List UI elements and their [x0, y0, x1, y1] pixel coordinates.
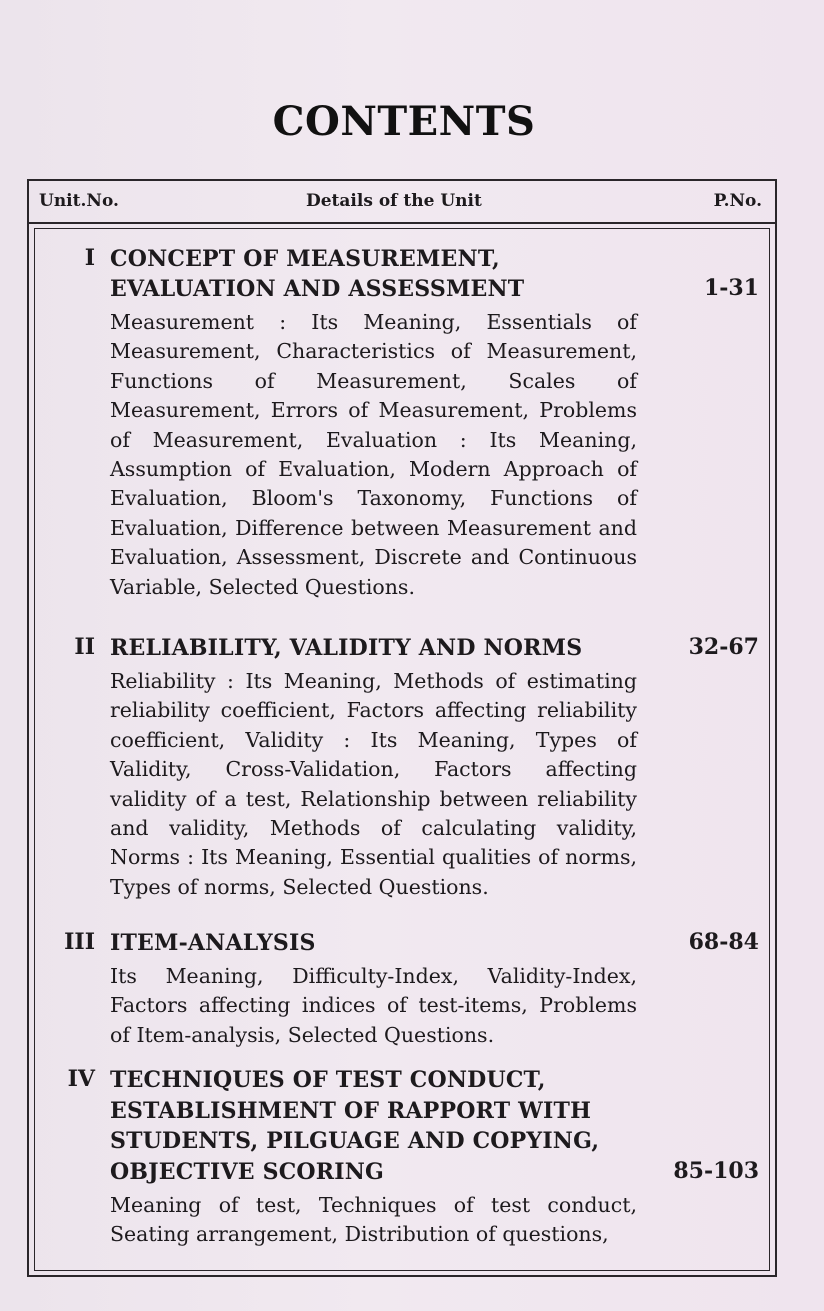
unit-description: Its Meaning, Difficulty-Index, Validity-Index, Factors affecting indices of test-items, Problems of Item-analysis, Selected Questions.: [110, 964, 637, 1047]
header-unit-no: Unit.No.: [39, 191, 119, 211]
unit-pages: 32-67: [688, 634, 759, 660]
unit-description: Reliability : Its Meaning, Methods of estimating reliability coefficient, Factors affecting reliability coefficient, Validity : Its Meaning, Types of Validity, Cross-Validation, Factors affecting validity of a test, Relationship between reliability and validity, Methods of calculating validity, Norms : Its Meaning, Essential qualities of norms, Types of norms, Selected Questions.: [110, 669, 637, 899]
unit-number: I: [84, 245, 95, 271]
table-header: [29, 181, 775, 224]
unit-number: IV: [67, 1066, 95, 1092]
unit-number: III: [64, 929, 95, 955]
unit-description: Meaning of test, Techniques of test conduct, Seating arrangement, Distribution of questions,: [110, 1193, 637, 1247]
unit-pages: 85-103: [673, 1158, 759, 1184]
header-page-no: P.No.: [713, 191, 762, 211]
page-title: CONTENTS: [272, 98, 536, 145]
unit-number: II: [74, 634, 95, 660]
unit-title: RELIABILITY, VALIDITY AND NORMS: [110, 635, 583, 661]
unit-title: ITEM-ANALYSIS: [110, 930, 316, 956]
contents-table: [27, 179, 777, 1277]
unit-pages: 1-31: [703, 275, 759, 301]
unit-title: TECHNIQUES OF TEST CONDUCT, ESTABLISHMENT OF RAPPORT WITH STUDENTS, PILGUAGE AND COPYING, OBJECTIVE SCORING: [110, 1067, 600, 1185]
table-body: [34, 228, 770, 1271]
unit-description: Measurement : Its Meaning, Essentials of Measurement, Characteristics of Measurement, Functions of Measurement, Scales of Measurement, Errors of Measurement, Problems of Measurement, Evaluation : Its Meaning, Assumption of Evaluation, Modern Approach of Evaluation, Bloom's Taxonomy, Functions of Evaluation, Difference between Measurement and Evaluation, Assessment, Discrete and Continuous Variable, Selected Questions.: [110, 310, 637, 599]
unit-title: CONCEPT OF MEASUREMENT, EVALUATION AND ASSESSMENT: [110, 246, 525, 302]
header-details: Details of the Unit: [306, 191, 482, 211]
unit-pages: 68-84: [688, 929, 759, 955]
